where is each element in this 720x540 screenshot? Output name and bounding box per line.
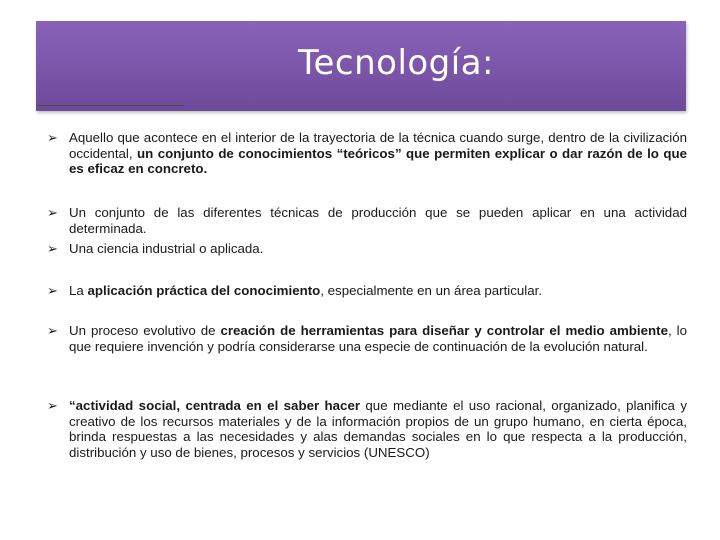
bullet-text <box>69 283 542 298</box>
bullet-item <box>47 283 687 299</box>
bullet-text <box>69 398 687 460</box>
bullet-text-segment: , lo que requiere invención y podría considerarse una especie de continuación de la evolución natural. <box>69 323 687 354</box>
bullet-text-segment: Un proceso evolutivo de <box>69 323 221 338</box>
arrow-bullet-icon: ➢ <box>47 241 58 256</box>
bullet-text-segment: , especialmente en un área particular. <box>320 283 543 298</box>
bullet-text-segment: Aquello que acontece en el interior de la trayectoria de la técnica cuando surge, dentro de la civilización occidental, <box>69 130 687 161</box>
arrow-bullet-icon: ➢ <box>47 323 58 338</box>
bullet-text-segment: que mediante el uso racional, organizado, planifica y creativo de los recursos materiales y de la información propios de un grupo humano, en cierta época, brinda respuestas a las necesidades y alas demandas sociales en lo que respecta a la producción, distribución y uso de bienes, procesos y servicios (UNESCO) <box>69 398 687 460</box>
bullet-text-bold: “actividad social, centrada en el saber hacer <box>69 398 361 413</box>
bullet-text-bold: creación de herramientas para diseñar y controlar el medio ambiente <box>220 323 668 338</box>
bullet-text: Un conjunto de las diferentes técnicas de producción que se pueden aplicar en una actividad determinada. <box>69 205 687 236</box>
arrow-bullet-icon: ➢ <box>47 283 58 298</box>
bullet-item <box>47 241 687 257</box>
bullet-item <box>47 130 687 177</box>
bullet-text-bold: un conjunto de conocimientos “teóricos” que permiten explicar o dar razón de lo que es eficaz en concreto. <box>69 145 687 176</box>
bullet-item <box>47 205 687 236</box>
bullet-text-bold: aplicación práctica del conocimiento <box>87 283 321 298</box>
bullet-item <box>47 398 687 460</box>
arrow-bullet-icon: ➢ <box>47 130 58 145</box>
bullet-text: Una ciencia industrial o aplicada. <box>69 241 264 256</box>
bullet-item <box>47 323 687 354</box>
arrow-bullet-icon: ➢ <box>47 398 58 413</box>
bullet-text-segment: La <box>69 283 88 298</box>
slide-title: Tecnología: <box>297 43 495 83</box>
bullet-text <box>69 130 687 176</box>
title-underline <box>36 105 184 106</box>
title-banner <box>36 21 686 111</box>
arrow-bullet-icon: ➢ <box>47 205 58 220</box>
bullet-text <box>69 323 687 354</box>
